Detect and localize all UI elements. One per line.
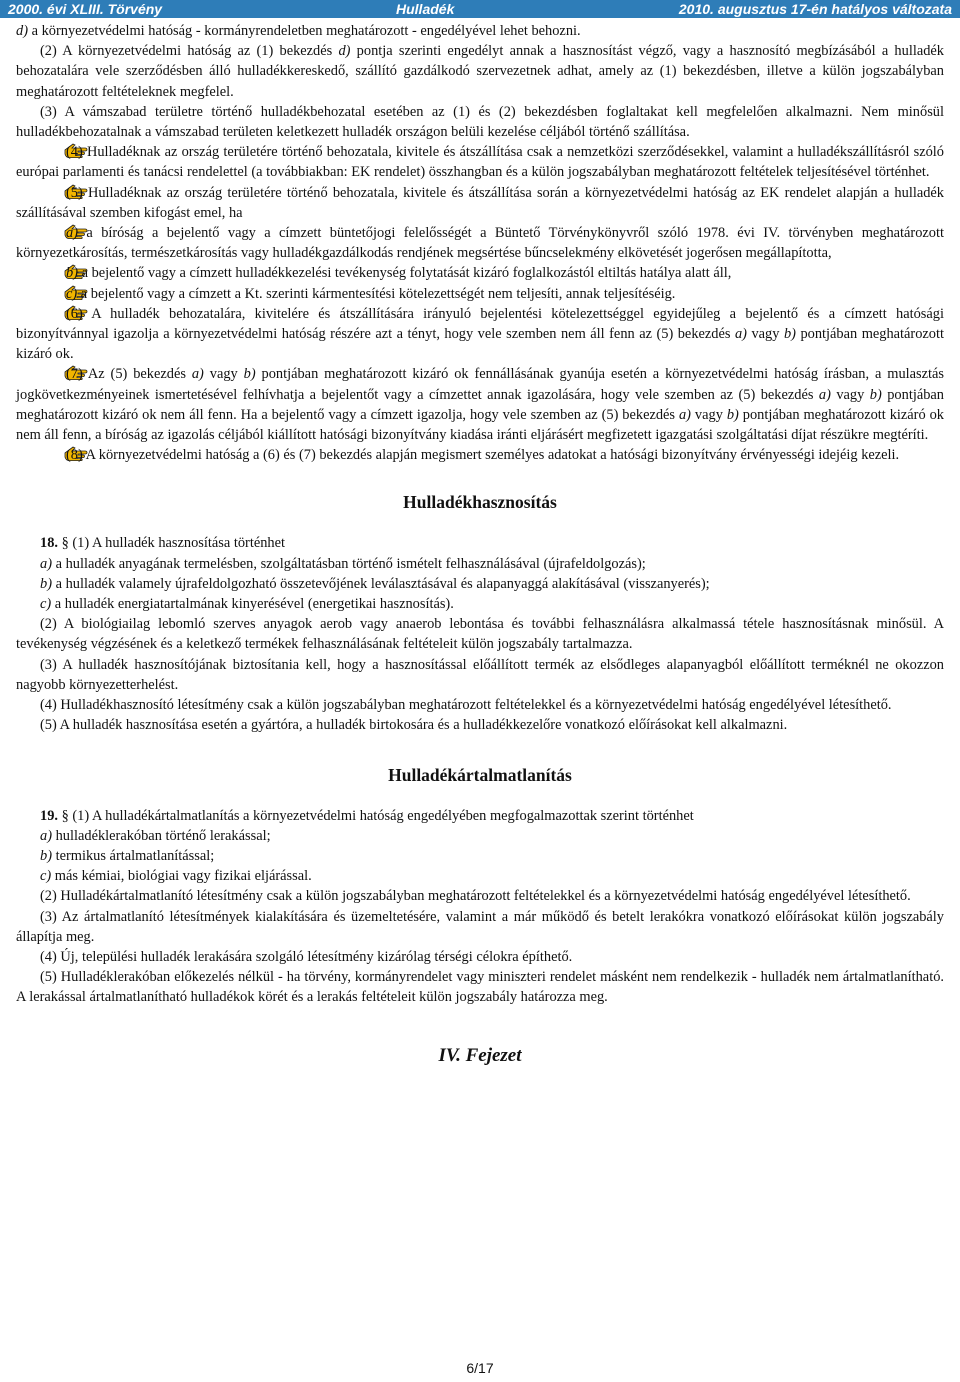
point-marker: b) (869, 386, 882, 403)
section-number: 18. (40, 535, 58, 552)
paragraph-text: vagy (746, 326, 784, 343)
paragraph-text: (6) A hulladék behozatalára, kivitelére és átszállítására irányuló bejelentési kötelezettséggel egyidejűleg a bejelentő és a címzett hatósági bizonyítvánnyal igazolja a környezetvédelmi hatóság részére azt a tényt, hogy vele szemben nem áll fenn az (5) bekezdés (16, 305, 944, 343)
paragraph-text: pontjában meghatározott kizáró ok fennállásának gyanúja esetén a környezetvédelmi hatóság írásban, a mulasztás jogkövetkezményeinek ismertetésével felhívhatja a bejelentőt vagy a címzettet annak igazolására, hogy vele szemben az (5) bekezdés (16, 366, 944, 403)
point-marker: c) (40, 868, 52, 885)
point-marker: a) (818, 386, 831, 403)
paragraph-text: vagy (203, 366, 244, 383)
paragraph-text: hulladéklerakóban történő lerakással; (52, 827, 271, 844)
point-marker: a) (40, 827, 52, 844)
paragraph-text: (5) A hulladék hasznosítása esetén a gyártóra, a hulladék birtokosára és a hulladékkezelőre vonatkozó előírásokat kell alkalmazni. (40, 717, 788, 734)
paragraph (16, 806, 944, 826)
paragraph-text: a hulladék energiatartalmának kinyerésével (energetikai hasznosítás). (51, 596, 454, 613)
point-marker: c) (66, 285, 78, 302)
point-marker: b) (726, 406, 739, 423)
paragraph (16, 826, 944, 846)
page-number: 6/17 (466, 1360, 494, 1376)
point-marker: b) (40, 847, 52, 864)
paragraph (16, 947, 944, 967)
paragraph (16, 907, 944, 947)
section-17-continuation (16, 21, 944, 465)
point-marker: a) (191, 366, 204, 383)
paragraph-text: (3) Az ártalmatlanító létesítmények kialakítására és üzemeltetésére, valamint a már működő és betelt lerakókra vonatkozó előírásokat külön jogszabály állapítja meg. (16, 908, 944, 945)
point-marker: b) (66, 265, 78, 282)
paragraph (16, 594, 944, 614)
paragraph-text: pontjában meghatározott kizáró ok. (16, 326, 944, 363)
paragraph (16, 574, 944, 594)
section-number: 19. (40, 807, 58, 824)
paragraph-text: (3) A vámszabad területre történő hulladékbehozatal esetében az (1) és (2) bekezdésben foglaltakat kell megfelelően alkalmazni. Nem minősül hulladékbehozatalnak a vámszabad területen keletkezett hulladék országon belüli kezelése céljából történő szállítása. (16, 103, 944, 141)
paragraph (16, 142, 944, 182)
paragraph (16, 533, 944, 553)
paragraph-text: (2) A környezetvédelmi hatóság az (1) bekezdés (40, 43, 339, 60)
paragraph (16, 967, 944, 1007)
paragraph-text: a környezetvédelmi hatóság - kormányrendeletben meghatározott - engedélyével lehet behozni. (28, 23, 581, 39)
paragraph (16, 614, 944, 654)
pointing-hand-icon[interactable] (40, 445, 64, 461)
header-law-title: 2000. évi XLIII. Törvény (8, 1, 163, 17)
paragraph (16, 284, 944, 304)
paragraph-text: pontja szerinti engedélyt annak a hasznosítást végző, vagy a hasznosító megbízásából a hulladék behozatalára vele szerződésben álló hulladékkereskedő, szállító gazdálkodó szervezetnek adhat, amely az (1) bekezdésben, illetve a külön jogszabályban meghatározott feltételeknek megfelel. (16, 43, 944, 100)
paragraph (16, 715, 944, 735)
point-marker: a) (66, 225, 78, 242)
point-marker: b) (783, 326, 796, 343)
paragraph-text: § (1) A hulladékártalmatlanítás a környezetvédelmi hatóság engedélyében megfogalmazottak szerint történhet (58, 807, 694, 824)
paragraph-text: (4) Új, települési hulladék lerakására szolgáló létesítmény kizárólag térségi célokra építhető. (40, 948, 573, 965)
paragraph-text: (3) A hulladék hasznosítójának biztosítania kell, hogy a hasznosítással előállított termék az elsődleges alapanyagból előállított terméknél ne okozzon nagyobb környezetterhelést. (16, 656, 944, 693)
paragraph (16, 655, 944, 695)
paragraph (16, 183, 944, 223)
section-title-hulladekhasznositas: Hulladékhasznosítás (403, 492, 557, 513)
header-subject: Hulladék (396, 1, 455, 17)
pointing-hand-icon[interactable] (40, 142, 64, 158)
paragraph-text: (4) Hulladéknak az ország területére történő behozatala, kivitele és átszállítása csak a nemzetközi szerződésekkel, valamint a hulladékszállításról szóló európai parlamenti és tanácsi rendelettel (a továbbiakban: EK rendelet) összhangban és a külön jogszabályban meghatározott feltételek teljesítésével történhet. (16, 144, 944, 181)
section-title-hulladekartalmatlanitas: Hulladékártalmatlanítás (388, 764, 572, 785)
paragraph (16, 866, 944, 886)
document-body (16, 21, 944, 1068)
paragraph-text: (2) Hulladékártalmatlanító létesítmény csak a külön jogszabályban meghatározott feltételekkel és a környezetvédelmi hatóság engedélyével létesíthető. (40, 888, 911, 905)
paragraph-text: a hulladék valamely újrafeldolgozható összetevőjének leválasztásával és alapanyaggá alakításával (visszanyerés); (52, 575, 710, 592)
pointing-hand-icon[interactable] (40, 304, 64, 320)
paragraph-text: a bejelentő vagy a címzett a Kt. szerinti kármentesítési kötelezettségét nem teljesíti, annak teljesítéséig. (77, 285, 676, 302)
paragraph-text: (7) Az (5) bekezdés (66, 366, 192, 383)
point-marker: a) (40, 555, 52, 572)
paragraph (16, 263, 944, 283)
paragraph-text: más kémiai, biológiai vagy fizikai eljárással. (51, 868, 312, 885)
paragraph-text: vagy (690, 406, 727, 423)
page-header (0, 0, 960, 18)
paragraph-text: (4) Hulladékhasznosító létesítmény csak a külön jogszabályban meghatározott feltételekkel és a környezetvédelmi hatóság engedélyével létesíthető. (40, 697, 892, 714)
paragraph-text: (2) A biológiailag lebomló szerves anyagok aerob vagy anaerob lebontása és további felhasználásra alkalmassá tétele hasznosításnak minősül. A tevékenység végzésének és a keletkező termékek felhasználásának feltételeit külön jogszabály tartalmazza. (16, 616, 944, 653)
paragraph-text: § (1) A hulladék hasznosítása történhet (58, 535, 285, 552)
paragraph (16, 886, 944, 906)
point-marker: a) (734, 326, 747, 343)
paragraph (16, 41, 944, 102)
paragraph-text: vagy (830, 386, 870, 403)
paragraph-text: a bíróság a bejelentő vagy a címzett büntetőjogi felelősségét a Büntető Törvénykönyvről szóló 1978. évi IV. törvényben meghatározott környezetkárosítás, természetkárosítás vagy hulladékgazdálkodás rendjének megsértése bűncselekmény elkövetését jogerősen megállapította, (16, 225, 944, 262)
point-marker: b) (40, 575, 52, 592)
header-version: 2010. augusztus 17-én hatályos változata (678, 1, 952, 17)
pointing-hand-icon[interactable] (40, 223, 64, 239)
paragraph (16, 304, 944, 365)
paragraph-text: pontjában meghatározott kizáró ok nem áll fenn, a bíróság az igazolás céljából kiállított hatósági bizonyítvány kiadása iránti eljárásért megfizetett igazgatási szolgáltatási díjat részükre megtéríti. (16, 406, 945, 444)
paragraph (16, 21, 944, 41)
paragraph (16, 554, 944, 574)
paragraph (16, 445, 944, 465)
paragraph (16, 364, 944, 445)
paragraph (16, 102, 944, 142)
chapter-title: IV. Fejezet (438, 1044, 522, 1066)
paragraph-text: (5) Hulladéklerakóban előkezelés nélkül - ha törvény, kormányrendelet vagy miniszteri rendelet másként nem rendelkezik - hulladék nem ártalmatlanítható. A lerakással ártalmatlanítható hulladékok körét és a lerakás feltételeit külön jogszabály határozza meg. (16, 969, 944, 1006)
paragraph-text: a hulladék anyagának termelésben, szolgáltatásban történő ismételt felhasználásával (újrafeldolgozás); (52, 555, 646, 572)
paragraph-text: pontjában meghatározott kizáró ok nem áll fenn. Ha a bejelentő vagy a címzett igazolja, hogy vele szemben az (5) bekezdés (16, 386, 944, 423)
pointing-hand-icon[interactable] (40, 364, 64, 380)
pointing-hand-icon[interactable] (40, 263, 64, 279)
pointing-hand-icon[interactable] (40, 183, 64, 199)
point-marker: d) (338, 43, 351, 60)
paragraph-text: (5) Hulladéknak az ország területére történő behozatala, kivitele és átszállítása során a környezetvédelmi hatóság az EK rendelet alapján a hulladék szállításával szemben kifogást emel, ha (16, 184, 944, 221)
section-19 (16, 806, 944, 1008)
pointing-hand-icon[interactable] (40, 284, 64, 300)
paragraph (16, 846, 944, 866)
paragraph (16, 223, 944, 263)
paragraph (16, 695, 944, 715)
point-marker: a) (678, 406, 691, 423)
point-marker: d) (16, 23, 28, 39)
paragraph-text: termikus ártalmatlanítással; (52, 847, 215, 864)
paragraph-text: (8) A környezetvédelmi hatóság a (6) és (7) bekezdés alapján megismert személyes adatokat a hatósági bizonyítvány érvényességi idejéig kezeli. (66, 447, 900, 464)
section-18 (16, 533, 944, 735)
point-marker: c) (40, 596, 52, 613)
paragraph-text: a bejelentő vagy a címzett hulladékkezelési tevékenység folytatását kizáró foglalkozástól eltiltás hatálya alatt áll, (78, 265, 732, 282)
point-marker: b) (243, 366, 256, 383)
